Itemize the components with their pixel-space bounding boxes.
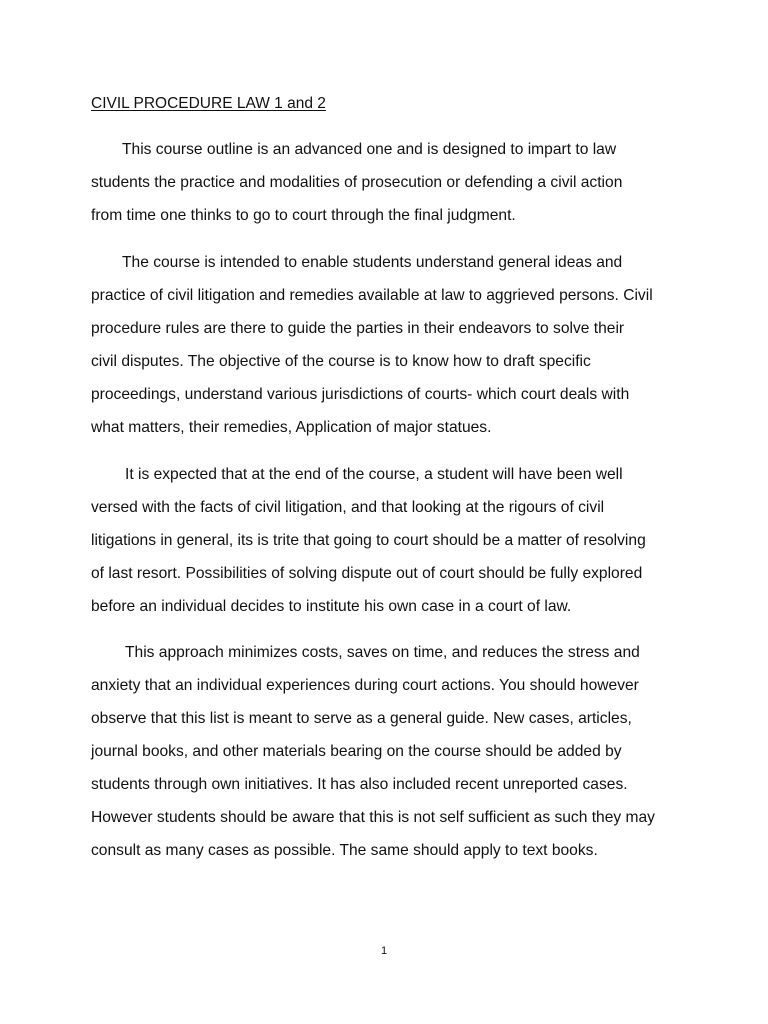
paragraph-line: This approach minimizes costs, saves on time, and reduces the stress and (125, 644, 640, 661)
paragraph-line: litigations in general, its is trite that going to court should be a matter of resolving (91, 532, 646, 549)
paragraph-line: procedure rules are there to guide the parties in their endeavors to solve their (91, 320, 625, 337)
paragraph-line: practice of civil litigation and remedies available at law to aggrieved persons. Civil (91, 287, 653, 304)
paragraph-line: students the practice and modalities of prosecution or defending a civil action (91, 174, 623, 191)
paragraph-course-intent (91, 246, 691, 444)
paragraph-line: from time one thinks to go to court through the final judgment. (91, 207, 516, 224)
document-title: CIVIL PROCEDURE LAW 1 and 2 (91, 95, 326, 112)
paragraph-line: journal books, and other materials bearing on the course should be added by (91, 743, 622, 760)
paragraph-line: It is expected that at the end of the course, a student will have been well (125, 466, 623, 483)
paragraph-line: versed with the facts of civil litigation, and that looking at the rigours of civil (91, 499, 605, 516)
paragraph-line: anxiety that an individual experiences during court actions. You should however (91, 677, 639, 694)
paragraph-line: observe that this list is meant to serve as a general guide. New cases, articles, (91, 710, 632, 727)
paragraph-line: of last resort. Possibilities of solving dispute out of court should be fully explored (91, 565, 643, 582)
paragraph-expectations (91, 458, 691, 623)
paragraph-line: consult as many cases as possible. The same should apply to text books. (91, 842, 598, 859)
page-number: 1 (380, 945, 388, 957)
paragraph-line: However students should be aware that this is not self sufficient as such they may (91, 809, 655, 826)
paragraph-line: before an individual decides to institute his own case in a court of law. (91, 598, 572, 615)
paragraph-line: This course outline is an advanced one and is designed to impart to law (122, 141, 617, 158)
paragraph-line: civil disputes. The objective of the course is to know how to draft specific (91, 353, 591, 370)
paragraph-line: proceedings, understand various jurisdictions of courts- which court deals with (91, 386, 630, 403)
paragraph-line: students through own initiatives. It has also included recent unreported cases. (91, 776, 628, 793)
paragraph-line: what matters, their remedies, Application of major statues. (91, 419, 492, 436)
paragraph-line: The course is intended to enable students understand general ideas and (122, 254, 623, 271)
paragraph-approach (91, 636, 691, 867)
paragraph-course-outline (91, 133, 691, 232)
